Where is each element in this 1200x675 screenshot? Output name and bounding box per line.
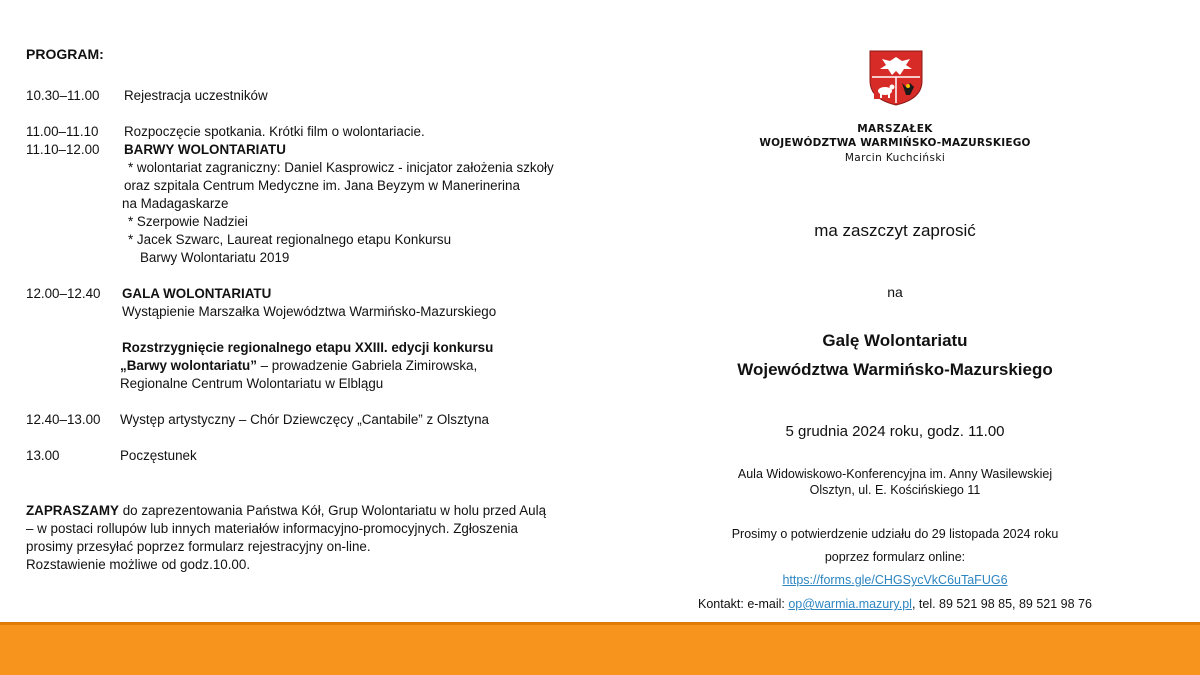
coat-of-arms-icon xyxy=(868,49,924,107)
form-link[interactable]: https://forms.gle/CHGSycVkC6uTaFUG6 xyxy=(782,573,1008,587)
gala-result-line2 xyxy=(120,357,477,375)
event-date: 5 grudnia 2024 roku, godz. 11.00 xyxy=(785,423,1005,440)
invitation-line1 xyxy=(26,502,546,520)
barwy-title: BARWY WOLONTARIATU xyxy=(124,142,286,157)
footer-bar xyxy=(0,622,1200,675)
invitation-line3: prosimy przesyłać poprzez formularz rejestracyjny on-line. xyxy=(26,539,371,554)
barwy-line: * Jacek Szwarc, Laureat regionalnego etapu Konkursu xyxy=(128,232,452,247)
gala-title: GALA WOLONTARIATU xyxy=(122,286,272,301)
registration-text: Rejestracja uczestników xyxy=(124,88,268,103)
barwy-line: * Szerpowie Nadziei xyxy=(128,214,248,229)
host-title: MARSZAŁEK xyxy=(857,123,933,135)
opening-text: Rozpoczęcie spotkania. Krótki film o wolontariacie. xyxy=(124,124,425,139)
refreshments-text: Poczęstunek xyxy=(120,448,197,463)
gala-result-rest: – prowadzenie Gabriela Zimirowska, xyxy=(256,358,478,373)
invite-text: ma zaszczyt zaprosić xyxy=(814,221,976,240)
barwy-line: * wolontariat zagraniczny: Daniel Kasprowicz - inicjator założenia szkoły xyxy=(128,160,554,175)
contact-email-link[interactable]: op@warmia.mazury.pl xyxy=(788,597,912,611)
venue-name: Aula Widowiskowo-Konferencyjna im. Anny Wasilewskiej xyxy=(737,467,1053,481)
invite-na: na xyxy=(887,284,903,300)
contact-phones: , tel. 89 521 98 85, 89 521 98 76 xyxy=(911,597,1092,611)
invitation-line4: Rozstawienie możliwe od godz.10.00. xyxy=(26,557,251,572)
event-title-line2: Województwa Warmińsko-Mazurskiego xyxy=(737,360,1053,379)
barwy-line: oraz szpitala Centrum Medyczne im. Jana Beyzym w Manerinerina xyxy=(124,178,520,193)
contact-line xyxy=(690,597,1100,611)
invitation-bold: ZAPRASZAMY xyxy=(26,503,119,518)
gala-time: 12.00–12.40 xyxy=(26,286,101,301)
venue-address: Olsztyn, ul. E. Kościńskiego 11 xyxy=(809,483,981,497)
program-heading: PROGRAM: xyxy=(26,46,104,62)
gala-result-line1: Rozstrzygnięcie regionalnego etapu XXIII. edycji konkursu xyxy=(122,340,494,355)
barwy-line: na Madagaskarze xyxy=(122,196,229,211)
gala-result-bold: „Barwy wolontariatu” xyxy=(120,358,257,373)
event-title-line1: Galę Wolontariatu xyxy=(822,331,968,350)
gala-speech: Wystąpienie Marszałka Województwa Warmińsko-Mazurskiego xyxy=(122,304,497,319)
host-region: WOJEWÓDZTWA WARMIŃSKO-MAZURSKIEGO xyxy=(759,137,1031,149)
confirm-line2: poprzez formularz online: xyxy=(824,550,966,564)
registration-time: 10.30–11.00 xyxy=(26,88,100,103)
footer-edge xyxy=(0,622,1200,625)
artistic-time: 12.40–13.00 xyxy=(26,412,101,427)
confirm-line1: Prosimy o potwierdzenie udziału do 29 listopada 2024 roku xyxy=(731,527,1059,541)
barwy-line: Barwy Wolontariatu 2019 xyxy=(140,250,290,265)
artistic-text: Występ artystyczny – Chór Dziewczęcy „Cantabile” z Olsztyna xyxy=(120,412,489,427)
barwy-time: 11.10–12.00 xyxy=(26,142,100,157)
opening-time: 11.00–11.10 xyxy=(26,124,99,139)
contact-prefix: Kontakt: e-mail: xyxy=(698,597,789,611)
invitation-line2: – w postaci rollupów lub innych materiałów informacyjno-promocyjnych. Zgłoszenia xyxy=(26,521,518,536)
host-name: Marcin Kuchciński xyxy=(844,152,946,164)
refreshments-time: 13.00 xyxy=(26,448,60,463)
invitation-line1-rest: do zaprezentowania Państwa Kół, Grup Wolontariatu w holu przed Aulą xyxy=(119,503,547,518)
gala-result-line3: Regionalne Centrum Wolontariatu w Elblągu xyxy=(120,376,384,391)
